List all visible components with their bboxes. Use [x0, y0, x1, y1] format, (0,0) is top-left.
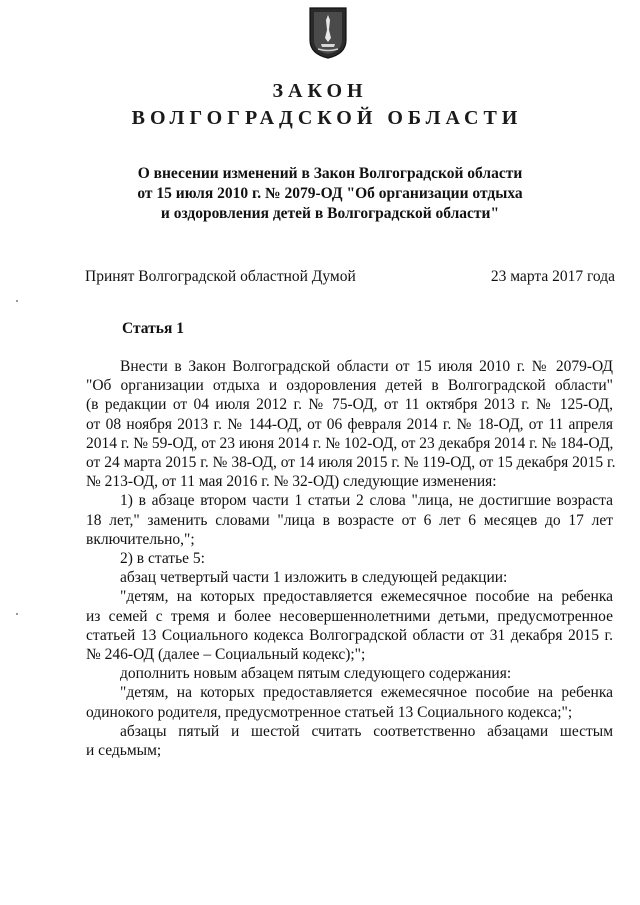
article-body [86, 357, 616, 760]
body-line: от 24 марта 2015 г. № 38-ОД, от 14 июля 2015 г. № 119-ОД, от 15 декабря 2015 г. [86, 454, 616, 472]
body-line: 2) в статье 5: [120, 550, 205, 568]
adoption-date: 23 марта 2017 года [490, 268, 615, 285]
body-line: 2014 г. № 59-ОД, от 23 июня 2014 г. № 102-ОД, от 23 декабря 2014 г. № 184-ОД, [86, 434, 614, 452]
body-line: от 08 ноября 2013 г. № 144-ОД, от 06 февраля 2014 г. № 18-ОД, от 11 апреля [86, 415, 613, 433]
body-line: (в редакции от 04 июля 2012 г. № 75-ОД, от 11 октября 2013 г. № 125-ОД, [86, 396, 613, 414]
body-line: абзац четвертый части 1 изложить в следующей редакции: [120, 569, 508, 587]
law-title: ЗАКОН [272, 80, 368, 102]
law-region-title: ВОЛГОГРАДСКОЙ ОБЛАСТИ [131, 107, 523, 129]
adopted-by: Принят Волгоградской областной Думой [85, 268, 356, 285]
body-line: дополнить новым абзацем пятым следующего содержания: [120, 665, 512, 683]
subtitle-line: и оздоровления детей в Волгоградской области" [160, 205, 500, 222]
body-line: включительно,"; [86, 530, 195, 548]
scan-mark [16, 613, 18, 615]
body-line: 1) в абзаце втором части 1 статьи 2 слова "лица, не достигшие возраста [120, 492, 613, 510]
scan-mark [16, 300, 18, 302]
body-line: статьей 13 Социального кодекса Волгоградской области от 31 декабря 2015 г. [86, 626, 613, 644]
adoption-line [85, 268, 615, 286]
body-line: из семей с тремя и более несовершеннолетними детьми, предусмотренное [86, 607, 613, 625]
body-line: "Об организации отдыха и оздоровления детей в Волгоградской области" [86, 377, 613, 395]
body-line: № 246-ОД (далее – Социальный кодекс);"; [86, 646, 366, 664]
document-subtitle [100, 164, 560, 224]
body-line: "детям, на которых предоставляется ежемесячное пособие на ребенка [120, 684, 613, 702]
coat-of-arms-icon [308, 6, 348, 60]
subtitle-line: от 15 июля 2010 г. № 2079-ОД "Об организации отдыха [137, 185, 523, 202]
article-title: Статья 1 [122, 320, 184, 337]
body-line: одинокого родителя, предусмотренное статьей 13 Социального кодекса;"; [86, 703, 573, 721]
body-line: абзацы пятый и шестой считать соответственно абзацами шестым [120, 722, 613, 740]
body-line: и седьмым; [86, 742, 162, 760]
subtitle-line: О внесении изменений в Закон Волгоградской области [137, 165, 523, 182]
body-line: 18 лет," заменить словами "лица в возрасте от 6 лет 6 месяцев до 17 лет [86, 511, 613, 529]
body-line: "детям, на которых предоставляется ежемесячное пособие на ребенка [120, 588, 613, 606]
body-line: Внести в Закон Волгоградской области от 15 июля 2010 г. № 2079-ОД [120, 358, 613, 375]
body-line: № 213-ОД, от 11 мая 2016 г. № 32-ОД) следующие изменения: [86, 473, 497, 491]
